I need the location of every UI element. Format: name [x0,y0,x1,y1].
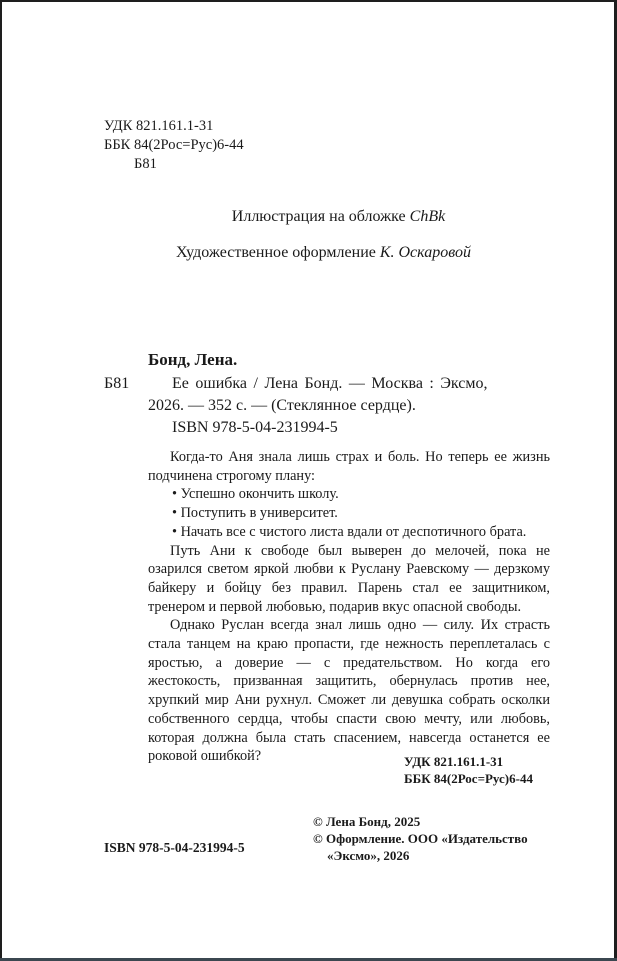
annotation-bullet: • Успешно окончить школу. [172,486,339,503]
illustration-credit [0,208,617,226]
copyright-publisher: «Эксмо», 2026 [327,848,410,863]
annotation-paragraph: Однако Руслан всегда знал лишь одно — силу. Их страсть стала танцем на краю пропасти, где нежность переплеталась с яростью, а доверие — с предательством. Но когда его жестокость, призванная защитить, обернулась против нее, хрупкий мир Ани рухнул. Сможет ли девушка собрать осколки собственного сердца, чтобы спасти свою мечту, или любовь, которая должна была стать спасением, навсегда останется ее роковой ошибкой? [148,617,550,765]
isbn-footer: ISBN 978-5-04-231994-5 [104,840,245,855]
copyright-author: © Лена Бонд, 2025 [313,814,421,829]
author-mark: Б81 [134,156,157,172]
illustration-label: Иллюстрация на обложке [231,208,410,225]
bibliographic-title-line1: Ее ошибка / Лена Бонд. — Москва : Эксмо, [172,375,488,392]
catalog-codes-top [104,117,244,174]
bibliographic-title-line2: 2026. — 352 с. — (Стеклянное сердце). [148,397,416,414]
design-credit [0,244,617,262]
author-heading: Бонд, Лена. [148,350,238,369]
annotation-bullet: • Поступить в университет. [172,505,338,522]
annotation-paragraph: Путь Ани к свободе был выверен до мелочей, пока не озарился светом яркой любви к Руслану Раевскому — дерзкому байкеру и бойцу без правил. Парень стал ее защитником, тренером и первой любовью, подарив вкус опасной свободы. [148,542,550,615]
illustrator-name: ChBk [409,208,446,225]
page-frame-top [0,0,617,2]
bbk-code: ББК 84(2Рос=Рус)6-44 [104,137,244,153]
annotation [148,448,550,766]
design-label: Художественное оформление [176,244,380,261]
copyright-block [313,813,528,864]
udk-code: УДК 821.161.1-31 [104,118,214,134]
isbn-entry: ISBN 978-5-04-231994-5 [172,419,338,436]
page-frame-left [0,0,2,961]
udk-code-bold: УДК 821.161.1-31 [404,754,504,769]
catalog-codes-bottom [404,753,533,787]
annotation-bullet: • Начать все с чистого листа вдали от деспотичного брата. [172,523,527,540]
bbk-code-bold: ББК 84(2Рос=Рус)6-44 [404,771,533,786]
copyright-design: © Оформление. ООО «Издательство [313,831,528,846]
annotation-paragraph: Когда-то Аня знала лишь страх и боль. Но теперь ее жизнь подчинена строгому плану: [148,449,550,484]
author-mark-side: Б81 [104,375,130,392]
designer-name: К. Оскаровой [379,244,471,261]
